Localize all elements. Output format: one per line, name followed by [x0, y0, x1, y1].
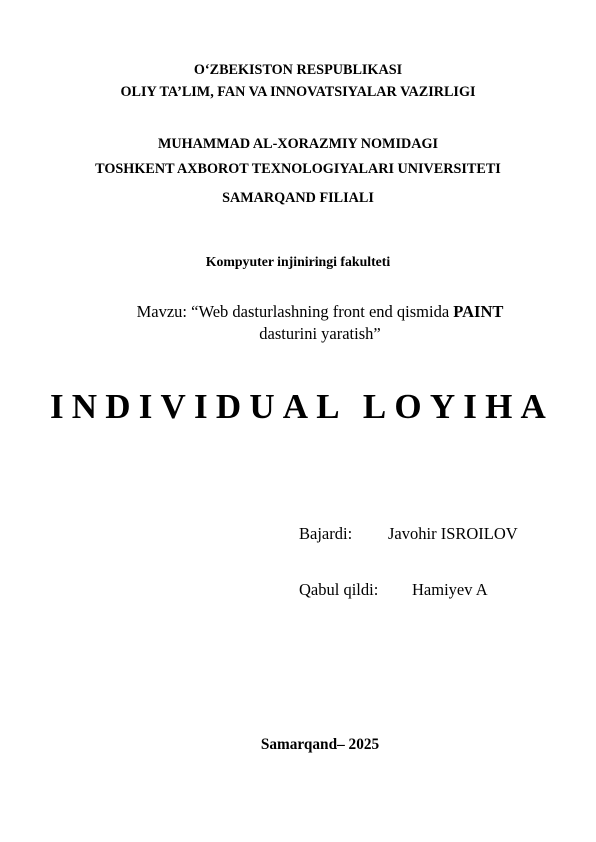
accepted-by-label: Qabul qildi:	[299, 580, 379, 599]
ministry-line-2: OLIY TA’LIM, FAN VA INNOVATSIYALAR VAZIRLIGI	[120, 84, 476, 100]
topic-prefix: Mavzu: “Web dasturlashning front end qismida	[136, 302, 454, 321]
topic-highlight: PAINT	[453, 302, 504, 321]
university-line-1: MUHAMMAD AL-XORAZMIY NOMIDAGI	[157, 136, 439, 152]
performed-by-name: Javohir ISROILOV	[388, 524, 518, 543]
topic-line-2: dasturini yaratish”	[259, 324, 381, 343]
performed-by-label: Bajardi:	[299, 524, 353, 543]
university-line-2: TOSHKENT AXBOROT TEXNOLOGIYALARI UNIVERSITETI	[95, 161, 501, 177]
faculty-name: Kompyuter injiniringi fakulteti	[205, 254, 391, 269]
ministry-line-1: O‘ZBEKISTON RESPUBLIKASI	[193, 62, 403, 78]
city-year: Samarqand– 2025	[260, 736, 380, 753]
university-line-3: SAMARQAND FILIALI	[222, 190, 374, 206]
document-title: INDIVIDUAL LOYIHA	[49, 387, 555, 426]
topic-line-1	[22, 304, 596, 321]
accepted-by-name: Hamiyev A	[412, 580, 488, 599]
